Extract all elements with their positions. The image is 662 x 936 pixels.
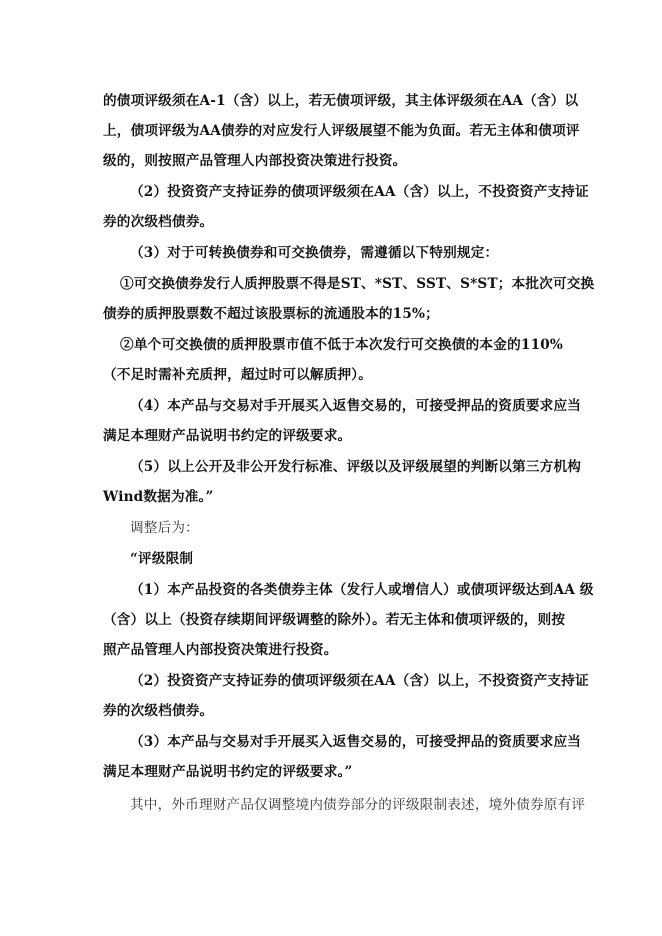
paragraph-line: 其中，外币理财产品仅调整境内债券部分的评级限制表述，境外债券原有评 [130, 797, 586, 813]
text-line: 照产品管理人内部投资决策进行投资。 [103, 642, 338, 658]
text-line: 级的，则按照产品管理人内部投资决策进行投资。 [103, 153, 407, 169]
text-line: 满足本理财产品说明书约定的评级要求。 [103, 428, 352, 444]
text-line: 满足本理财产品说明书约定的评级要求。” [103, 764, 353, 780]
paragraph-line: （5）以上公开及非公开发行标准、评级以及评级展望的判断以第三方机构 [130, 459, 582, 475]
paragraph-line: （3）对于可转换债券和可交换债券，需遵循以下特别规定： [130, 245, 499, 261]
paragraph-line: ②单个可交换债的质押股票市值不低于本次发行可交换债的本金的110% [120, 337, 563, 353]
paragraph-line: （1）本产品投资的各类债券主体（发行人或增信人）或债项评级达到AA 级 [130, 582, 594, 598]
text-line: （不足时需补充质押，超过时可以解质押）。 [103, 367, 373, 383]
paragraph-line: （2）投资资产支持证券的债项评级须在AA（含）以上，不投资资产支持证 [130, 184, 589, 200]
text-line: 上，债项评级为AA债券的对应发行人评级展望不能为负面。若无主体和债项评 [103, 123, 580, 139]
section-title: “评级限制 [130, 551, 194, 567]
paragraph-line: （2）投资资产支持证券的债项评级须在AA（含）以上，不投资资产支持证 [130, 673, 589, 689]
text-line: 的债项评级须在A-1（含）以上，若无债项评级，其主体评级须在AA（含）以 [103, 93, 579, 109]
paragraph-line: ①可交换债券发行人质押股票不得是ST、*ST、SST、S*ST；本批次可交换 [120, 276, 595, 292]
paragraph-line: 调整后为： [130, 520, 199, 536]
text-line: （含）以上（投资存续期间评级调整的除外）。若无主体和债项评级的，则按 [103, 612, 566, 628]
text-line: 券的次级档债券。 [103, 703, 214, 719]
paragraph-line: （4）本产品与交易对手开展买入返售交易的，可接受押品的资质要求应当 [130, 398, 582, 414]
text-line: 券的次级档债券。 [103, 214, 214, 230]
paragraph-line: （3）本产品与交易对手开展买入返售交易的，可接受押品的资质要求应当 [130, 734, 582, 750]
text-line: 债券的质押股票数不超过该股票标的流通股本的15%； [103, 306, 439, 322]
text-line: Wind数据为准。” [103, 489, 214, 505]
